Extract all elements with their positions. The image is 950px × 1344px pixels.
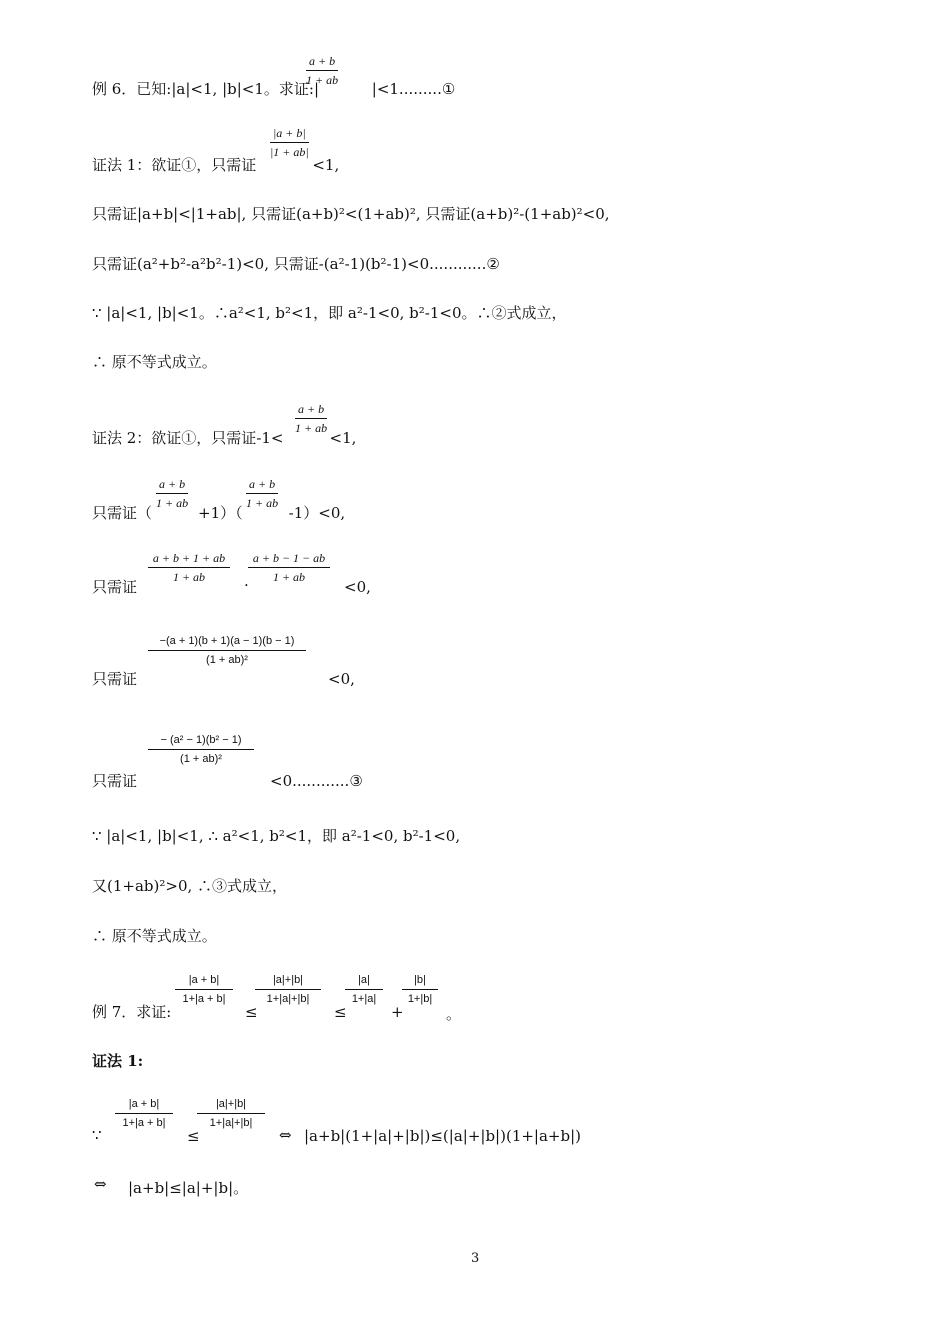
- fraction-proof3-2: $\frac{|a|+|b|}{1+|a|+|b|}$: [197, 1097, 265, 1130]
- example-7-statement: 例 7．求证:: [92, 1003, 172, 1021]
- proof1-line3: 只需证(a²+b²-a²b²-1)<0, 只需证-(a²-1)(b²-1)<0............②: [92, 255, 500, 273]
- because-sign: ∵: [92, 1126, 102, 1144]
- proof1-line4: ∵ |a|<1, |b|<1。∴a²<1, b²<1，即 a²-1<0, b²-1<0。∴②式成立，: [92, 304, 567, 322]
- iff-sign-1: ⇔: [279, 1126, 292, 1144]
- fraction-proof2-g: $\frac{\text{− (a² − 1)(b² − 1)}}{\text{(1 + ab)²}}$: [148, 733, 254, 766]
- proof2-line2: 只需证（ +1）（ -1）<0,: [92, 504, 346, 522]
- le-sign-2: ≤: [334, 1003, 347, 1021]
- proof2-line4: 只需证: [92, 670, 138, 688]
- proof2-line1: 证法 2：欲证①，只需证-1< <1,: [92, 429, 357, 447]
- proof1-conclusion: ∴ 原不等式成立。: [92, 353, 217, 371]
- proof3-rhs2: |a+b|≤|a|+|b|。: [128, 1179, 249, 1197]
- fraction-ex7-1: $\frac{|a + b|}{1+|a + b|}$: [175, 973, 233, 1006]
- fraction-ex7-4: $\frac{|b|}{1+|b|}$: [402, 973, 438, 1006]
- proof2-line3-tail: <0,: [344, 578, 371, 596]
- period: 。: [446, 1005, 462, 1023]
- proof2-line6: ∵ |a|<1, |b|<1, ∴ a²<1, b²<1，即 a²-1<0, b²-1<0,: [92, 827, 461, 845]
- proof1-line1: 证法 1：欲证①，只需证 <1,: [92, 156, 340, 174]
- le-sign-3: ≤: [187, 1127, 200, 1145]
- proof2-line4-tail: <0,: [328, 670, 355, 688]
- fraction-proof2-f: $\frac{-(a + 1)(b + 1)(a - 1)(b - 1)}{\text{(1 + ab)²}}$: [148, 634, 306, 667]
- proof2-line7: 又(1+ab)²>0, ∴③式成立，: [92, 877, 288, 895]
- proof2-line5-tail: <0............③: [270, 772, 363, 790]
- proof1-line2: 只需证|a+b|<|1+ab|, 只需证(a+b)²<(1+ab)², 只需证(a+b)²-(1+ab)²<0,: [92, 205, 610, 223]
- fraction-proof1: $\frac{|a + b|}{|1 + ab|}$: [270, 126, 309, 159]
- proof2-line3: 只需证: [92, 578, 138, 596]
- iff-sign-2: ⇔: [94, 1175, 107, 1193]
- fraction-proof2-d: $\frac{a + b + 1 + ab}{1 + ab}$: [148, 551, 230, 584]
- le-sign-1: ≤: [245, 1003, 258, 1021]
- fraction-proof2-a: $\frac{a + b}{1 + ab}$: [295, 402, 328, 435]
- fraction-ex7-2: $\frac{|a|+|b|}{1+|a|+|b|}$: [255, 973, 321, 1006]
- proof2-line5: 只需证: [92, 772, 138, 790]
- fraction-proof3-1: $\frac{|a + b|}{1+|a + b|}$: [115, 1097, 173, 1130]
- example-6-statement: 例 6．已知:|a|<1, |b|<1。求证:| |<1.........①: [92, 80, 456, 98]
- plus-sign: +: [391, 1003, 404, 1021]
- fraction-ex6: $\frac{a + b}{1 + ab}$: [306, 54, 339, 87]
- fraction-proof2-c: $\frac{a + b}{1 + ab}$: [246, 477, 279, 510]
- multiply-dot: .: [244, 572, 249, 590]
- proof3-rhs1: |a+b|(1+|a|+|b|)≤(|a|+|b|)(1+|a+b|): [304, 1127, 582, 1145]
- fraction-proof2-b: $\frac{a + b}{1 + ab}$: [156, 477, 189, 510]
- fraction-proof2-e: $\frac{a + b - 1 - ab}{1 + ab}$: [248, 551, 330, 584]
- fraction-ex7-3: $\frac{|a|}{1+|a|}$: [345, 973, 383, 1006]
- page-number: 3: [471, 1251, 480, 1266]
- proof2-conclusion: ∴ 原不等式成立。: [92, 927, 217, 945]
- proof3-title: 证法 1:: [92, 1052, 144, 1070]
